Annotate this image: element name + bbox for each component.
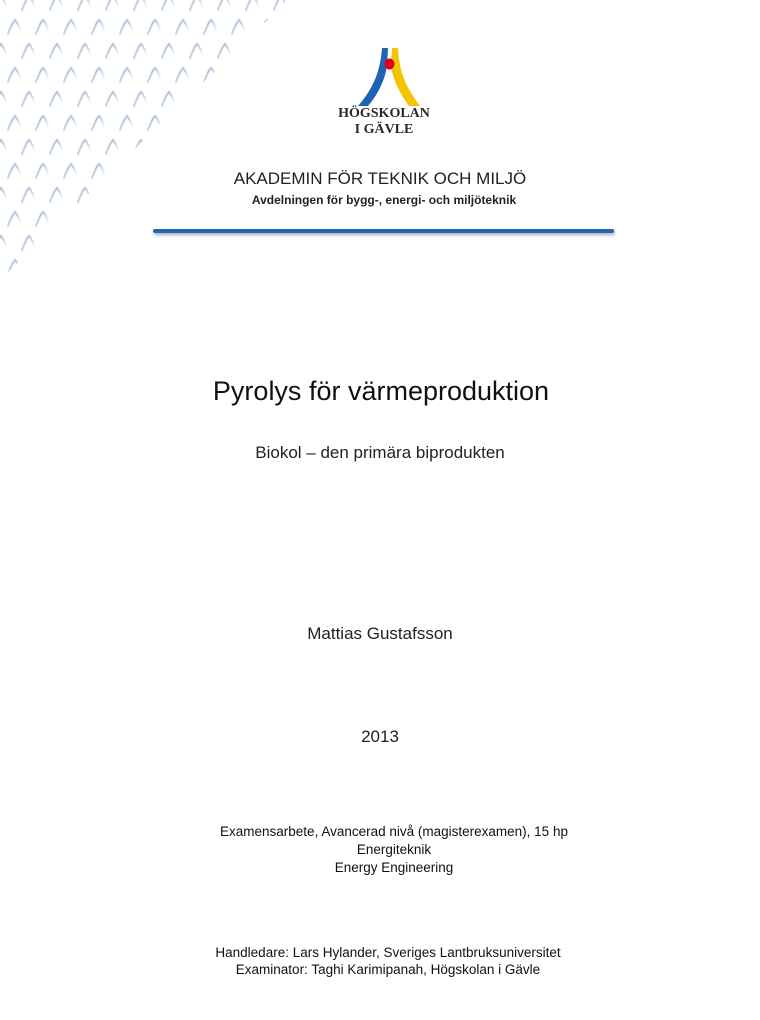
pattern-arch bbox=[106, 44, 120, 58]
pattern-arch bbox=[232, 68, 246, 82]
pattern-arch bbox=[78, 284, 92, 290]
pattern-arch bbox=[288, 68, 300, 82]
pattern-arch bbox=[232, 20, 246, 34]
pattern-arch bbox=[0, 284, 8, 290]
pattern-arch bbox=[162, 236, 176, 250]
pattern-arch bbox=[190, 140, 204, 154]
pattern-arch bbox=[176, 212, 190, 226]
pattern-arch bbox=[176, 68, 190, 82]
pattern-arch bbox=[134, 140, 148, 154]
pattern-arch bbox=[218, 44, 232, 58]
pattern-arch bbox=[246, 92, 260, 106]
pattern-arch bbox=[0, 0, 8, 10]
pattern-arch bbox=[8, 212, 22, 226]
pattern-arch bbox=[120, 212, 134, 226]
pattern-arch bbox=[106, 284, 120, 290]
pattern-arch bbox=[50, 284, 64, 290]
pattern-arch bbox=[120, 260, 134, 274]
header-divider bbox=[153, 229, 614, 233]
pattern-arch bbox=[134, 92, 148, 106]
pattern-arch bbox=[176, 20, 190, 34]
pattern-arch bbox=[50, 236, 64, 250]
pattern-arch bbox=[92, 68, 106, 82]
page-title: Pyrolys för värmeproduktion bbox=[212, 376, 550, 406]
pattern-arch bbox=[274, 92, 288, 106]
pattern-arch bbox=[106, 92, 120, 106]
pattern-arch bbox=[64, 68, 78, 82]
pattern-arch bbox=[50, 0, 64, 10]
pattern-arch bbox=[22, 140, 36, 154]
pattern-arch bbox=[260, 260, 274, 274]
pattern-arch bbox=[120, 68, 134, 82]
pattern-arch bbox=[162, 0, 176, 10]
pattern-arch bbox=[8, 68, 22, 82]
pattern-arch bbox=[274, 284, 288, 290]
pattern-arch bbox=[148, 68, 162, 82]
pattern-arch bbox=[218, 0, 232, 10]
examiner: Examinator: Taghi Karimipanah, Högskolan i Gävle bbox=[235, 962, 541, 977]
pattern-arch bbox=[274, 0, 288, 10]
pattern-arch bbox=[36, 68, 50, 82]
supervisor: Handledare: Lars Hylander, Sveriges Lantbruksuniversitet bbox=[215, 945, 561, 960]
pattern-arch bbox=[232, 212, 246, 226]
thesis-subject: Energiteknik bbox=[356, 842, 432, 857]
academy-heading: AKADEMIN FÖR TEKNIK OCH MILJÖ bbox=[233, 169, 527, 188]
pattern-arch bbox=[246, 44, 260, 58]
pattern-arch bbox=[78, 0, 92, 10]
pattern-arch bbox=[64, 212, 78, 226]
pattern-arch bbox=[64, 20, 78, 34]
pattern-arch bbox=[218, 140, 232, 154]
page-subtitle: Biokol – den primära biprodukten bbox=[255, 443, 505, 462]
pattern-arch bbox=[190, 236, 204, 250]
pattern-arch bbox=[190, 92, 204, 106]
division-heading: Avdelningen för bygg-, energi- och miljöteknik bbox=[251, 193, 517, 207]
pattern-arch bbox=[190, 44, 204, 58]
pattern-arch bbox=[106, 140, 120, 154]
pattern-arch bbox=[0, 140, 8, 154]
pattern-arch bbox=[162, 140, 176, 154]
pattern-arch bbox=[204, 260, 218, 274]
pattern-arch bbox=[92, 212, 106, 226]
pattern-arch bbox=[92, 260, 106, 274]
pattern-arch bbox=[64, 260, 78, 274]
author-name: Mattias Gustafsson bbox=[307, 624, 453, 643]
pattern-arch bbox=[50, 140, 64, 154]
thesis-type: Examensarbete, Avancerad nivå (magisterexamen), 15 hp bbox=[220, 824, 568, 839]
pattern-arch bbox=[78, 92, 92, 106]
pattern-arch bbox=[8, 20, 22, 34]
pattern-arch bbox=[92, 20, 106, 34]
pattern-arch bbox=[218, 92, 232, 106]
pattern-arch bbox=[288, 20, 300, 34]
pattern-arch bbox=[288, 212, 300, 226]
pattern-arch bbox=[274, 44, 288, 58]
pattern-arch bbox=[36, 212, 50, 226]
pattern-arch bbox=[162, 92, 176, 106]
pattern-arch bbox=[218, 236, 232, 250]
pattern-arch bbox=[0, 44, 8, 58]
university-name-line2: I GÄVLE bbox=[354, 122, 414, 137]
pattern-arch bbox=[78, 140, 92, 154]
pattern-arch bbox=[0, 236, 8, 250]
pattern-arch bbox=[134, 0, 148, 10]
pattern-arch bbox=[148, 260, 162, 274]
pattern-arch bbox=[204, 68, 218, 82]
pattern-arch bbox=[106, 0, 120, 10]
pattern-arch bbox=[162, 284, 176, 290]
pattern-arch bbox=[260, 212, 274, 226]
pattern-arch bbox=[246, 284, 260, 290]
pattern-arch bbox=[22, 284, 36, 290]
pattern-arch bbox=[22, 236, 36, 250]
pattern-arch bbox=[204, 20, 218, 34]
pattern-arch bbox=[246, 0, 260, 10]
university-name-line1: HÖGSKOLAN bbox=[338, 106, 430, 121]
thesis-subject-english: Energy Engineering bbox=[334, 860, 454, 875]
pattern-arch bbox=[232, 260, 246, 274]
pattern-arch bbox=[288, 260, 300, 274]
pattern-arch bbox=[260, 20, 274, 34]
pattern-arch bbox=[246, 140, 260, 154]
publication-year: 2013 bbox=[361, 727, 399, 746]
pattern-arch bbox=[22, 92, 36, 106]
pattern-arch bbox=[260, 68, 274, 82]
pattern-arch bbox=[134, 236, 148, 250]
pattern-arch bbox=[218, 284, 232, 290]
pattern-arch bbox=[106, 236, 120, 250]
pattern-arch bbox=[274, 236, 288, 250]
pattern-arch bbox=[190, 284, 204, 290]
pattern-arch bbox=[8, 260, 22, 274]
pattern-arch bbox=[134, 284, 148, 290]
pattern-arch bbox=[78, 44, 92, 58]
pattern-arch bbox=[190, 0, 204, 10]
pattern-arch bbox=[148, 20, 162, 34]
pattern-arch bbox=[274, 140, 288, 154]
pattern-arch bbox=[50, 44, 64, 58]
pattern-arch bbox=[78, 236, 92, 250]
pattern-arch bbox=[162, 44, 176, 58]
pattern-arch bbox=[134, 44, 148, 58]
background-pattern bbox=[0, 0, 300, 290]
pattern-arch bbox=[22, 0, 36, 10]
pattern-arch bbox=[246, 236, 260, 250]
pattern-arch bbox=[50, 92, 64, 106]
pattern-arch bbox=[120, 20, 134, 34]
pattern-arch bbox=[36, 260, 50, 274]
pattern-arch bbox=[22, 44, 36, 58]
pattern-arch bbox=[148, 212, 162, 226]
hogskolan-i-gavle-logo-icon bbox=[356, 46, 422, 108]
pattern-arch bbox=[176, 260, 190, 274]
pattern-arch bbox=[0, 92, 8, 106]
pattern-arch bbox=[204, 212, 218, 226]
pattern-arch bbox=[36, 20, 50, 34]
